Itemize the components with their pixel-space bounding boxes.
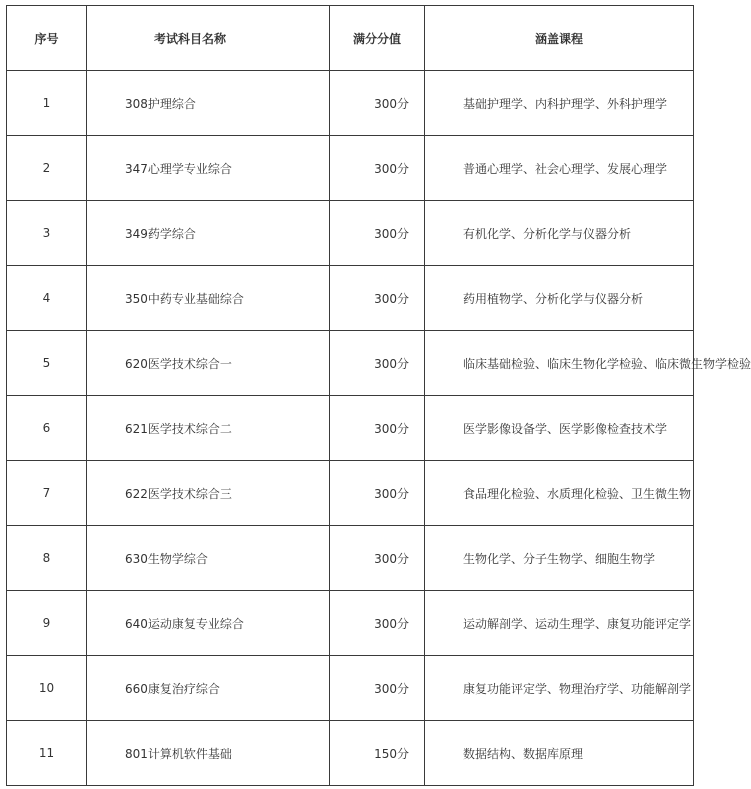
cell-covered-courses: 药用植物学、分析化学与仪器分析 bbox=[425, 266, 694, 331]
cell-index: 3 bbox=[7, 201, 87, 266]
cell-index: 1 bbox=[7, 71, 87, 136]
cell-subject-name: 620医学技术综合一 bbox=[87, 331, 330, 396]
table-row bbox=[7, 461, 694, 526]
cell-full-score: 300分 bbox=[330, 266, 425, 331]
cell-covered-courses: 基础护理学、内科护理学、外科护理学 bbox=[425, 71, 694, 136]
cell-subject-name: 630生物学综合 bbox=[87, 526, 330, 591]
cell-index: 7 bbox=[7, 461, 87, 526]
table-row bbox=[7, 591, 694, 656]
cell-subject-name: 660康复治疗综合 bbox=[87, 656, 330, 721]
cell-covered-courses: 普通心理学、社会心理学、发展心理学 bbox=[425, 136, 694, 201]
cell-index: 2 bbox=[7, 136, 87, 201]
cell-subject-name: 801计算机软件基础 bbox=[87, 721, 330, 786]
cell-full-score: 300分 bbox=[330, 591, 425, 656]
cell-full-score: 300分 bbox=[330, 461, 425, 526]
cell-full-score: 300分 bbox=[330, 656, 425, 721]
header-covered-courses: 涵盖课程 bbox=[425, 6, 694, 71]
cell-full-score: 300分 bbox=[330, 201, 425, 266]
table-row bbox=[7, 331, 694, 396]
cell-covered-courses: 医学影像设备学、医学影像检查技术学 bbox=[425, 396, 694, 461]
cell-subject-name: 621医学技术综合二 bbox=[87, 396, 330, 461]
table-row bbox=[7, 396, 694, 461]
header-full-score: 满分分值 bbox=[330, 6, 425, 71]
cell-index: 11 bbox=[7, 721, 87, 786]
cell-covered-courses: 生物化学、分子生物学、细胞生物学 bbox=[425, 526, 694, 591]
cell-covered-courses: 运动解剖学、运动生理学、康复功能评定学 bbox=[425, 591, 694, 656]
table-row bbox=[7, 656, 694, 721]
cell-subject-name: 349药学综合 bbox=[87, 201, 330, 266]
cell-index: 10 bbox=[7, 656, 87, 721]
cell-index: 6 bbox=[7, 396, 87, 461]
cell-covered-courses: 康复功能评定学、物理治疗学、功能解剖学 bbox=[425, 656, 694, 721]
cell-full-score: 300分 bbox=[330, 526, 425, 591]
table-row bbox=[7, 201, 694, 266]
cell-index: 8 bbox=[7, 526, 87, 591]
header-index: 序号 bbox=[7, 6, 87, 71]
cell-index: 4 bbox=[7, 266, 87, 331]
cell-full-score: 300分 bbox=[330, 331, 425, 396]
cell-covered-courses: 有机化学、分析化学与仪器分析 bbox=[425, 201, 694, 266]
cell-covered-courses: 数据结构、数据库原理 bbox=[425, 721, 694, 786]
cell-subject-name: 350中药专业基础综合 bbox=[87, 266, 330, 331]
cell-full-score: 300分 bbox=[330, 136, 425, 201]
cell-full-score: 150分 bbox=[330, 721, 425, 786]
table-row bbox=[7, 526, 694, 591]
table-row bbox=[7, 721, 694, 786]
cell-index: 5 bbox=[7, 331, 87, 396]
table-header-row bbox=[7, 6, 694, 71]
table-row bbox=[7, 266, 694, 331]
table-row bbox=[7, 136, 694, 201]
cell-full-score: 300分 bbox=[330, 396, 425, 461]
cell-subject-name: 622医学技术综合三 bbox=[87, 461, 330, 526]
cell-index: 9 bbox=[7, 591, 87, 656]
cell-subject-name: 308护理综合 bbox=[87, 71, 330, 136]
cell-subject-name: 347心理学专业综合 bbox=[87, 136, 330, 201]
cell-covered-courses: 临床基础检验、临床生物化学检验、临床微生物学检验 bbox=[425, 331, 694, 396]
cell-full-score: 300分 bbox=[330, 71, 425, 136]
cell-subject-name: 640运动康复专业综合 bbox=[87, 591, 330, 656]
header-subject-name: 考试科目名称 bbox=[87, 6, 330, 71]
table-row bbox=[7, 71, 694, 136]
exam-subjects-table bbox=[6, 5, 751, 786]
cell-covered-courses: 食品理化检验、水质理化检验、卫生微生物 bbox=[425, 461, 694, 526]
